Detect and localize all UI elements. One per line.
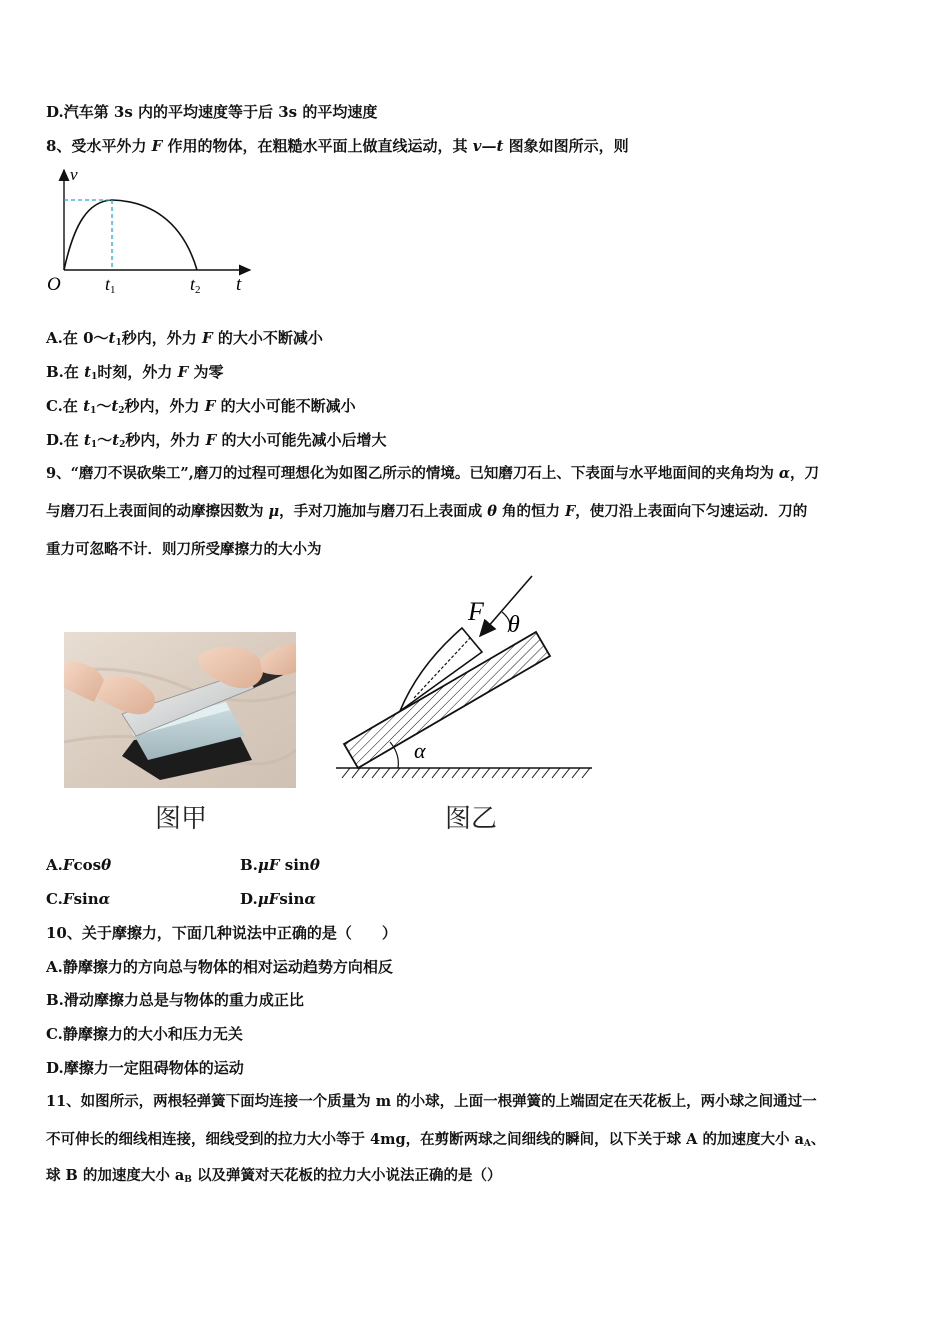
q10-option-c: C.静摩擦力的大小和压力无关 — [46, 1025, 243, 1043]
label-t: t — [236, 274, 242, 295]
q9-stem-line1: 9、“磨刀不误砍柴工”,磨刀的过程可理想化为如图乙所示的情境。已知磨刀石上、下表面与水平地面间的夹角均为 α，刀 — [46, 465, 820, 482]
q8-stem: 8、受水平外力 F 作用的物体，在粗糙水平面上做直线运动，其 v—t 图象如图所示，则 — [46, 137, 629, 155]
label-v: v — [70, 165, 78, 184]
q7-option-d: D.汽车第 3s 内的平均速度等于后 3s 的平均速度 — [46, 103, 378, 121]
q9-stem-line3: 重力可忽略不计．则刀所受摩擦力的大小为 — [46, 541, 322, 558]
q8-vt-graph — [40, 164, 260, 299]
q8-option-a: A.在 $0\sim t_1$秒内，外力 F 的大小不断减小 — [46, 329, 323, 348]
caption-fig-yi: 图乙 — [445, 804, 498, 834]
label-O: O — [47, 274, 61, 295]
q10-option-b: B.滑动摩擦力总是与物体的重力成正比 — [46, 991, 304, 1009]
q11-stem-line2: 不可伸长的细线相连接，细线受到的拉力大小等于 4mg，在剪断两球之间细线的瞬间，以下关于球 A 的加速度大小 $a_A$、 — [46, 1131, 826, 1149]
q10-option-a: A.静摩擦力的方向总与物体的相对运动趋势方向相反 — [46, 958, 393, 976]
q10-stem: 10、关于摩擦力，下面几种说法中正确的是（ ） — [46, 924, 397, 942]
caption-fig-jia: 图甲 — [155, 804, 208, 834]
q9-diagram-yi — [330, 572, 600, 782]
q9-option-b: B.μF sinθ — [240, 856, 320, 874]
q9-option-c: C.Fsinα — [46, 890, 111, 908]
q9-option-a: A.Fcosθ — [46, 856, 112, 874]
label-t2: t2 — [190, 274, 201, 296]
q9-stem-line2: 与磨刀石上表面间的动摩擦因数为 μ，手对刀施加与磨刀石上表面成 θ 角的恒力 F，使刀沿上表面向下匀速运动．刀的 — [46, 503, 808, 520]
velocity-curve — [64, 200, 197, 270]
q9-photo-knife-sharpening — [64, 632, 296, 788]
label-alpha: α — [414, 738, 426, 763]
q8-option-b: B.在 $t_1$时刻，外力 F 为零 — [46, 363, 224, 382]
force-arrow — [480, 576, 532, 636]
label-theta: θ — [508, 612, 520, 638]
q11-stem-line1: 11、如图所示，两根轻弹簧下面均连接一个质量为 m 的小球，上面一根弹簧的上端固定在天花板上，两小球之间通过一 — [46, 1093, 817, 1110]
q11-stem-line3: 球 B 的加速度大小 $a_B$ 以及弹簧对天花板的拉力大小说法正确的是（） — [46, 1167, 502, 1185]
label-t1: t1 — [105, 274, 116, 296]
q8-option-d: D.在 $t_1\sim t_2$秒内，外力 F 的大小可能先减小后增大 — [46, 431, 387, 450]
q9-option-d: D.μFsinα — [240, 890, 316, 908]
q8-option-c: C.在 $t_1\sim t_2$秒内，外力 F 的大小可能不断减小 — [46, 397, 356, 416]
q10-option-d: D.摩擦力一定阻碍物体的运动 — [46, 1059, 244, 1077]
label-F: F — [468, 597, 484, 626]
